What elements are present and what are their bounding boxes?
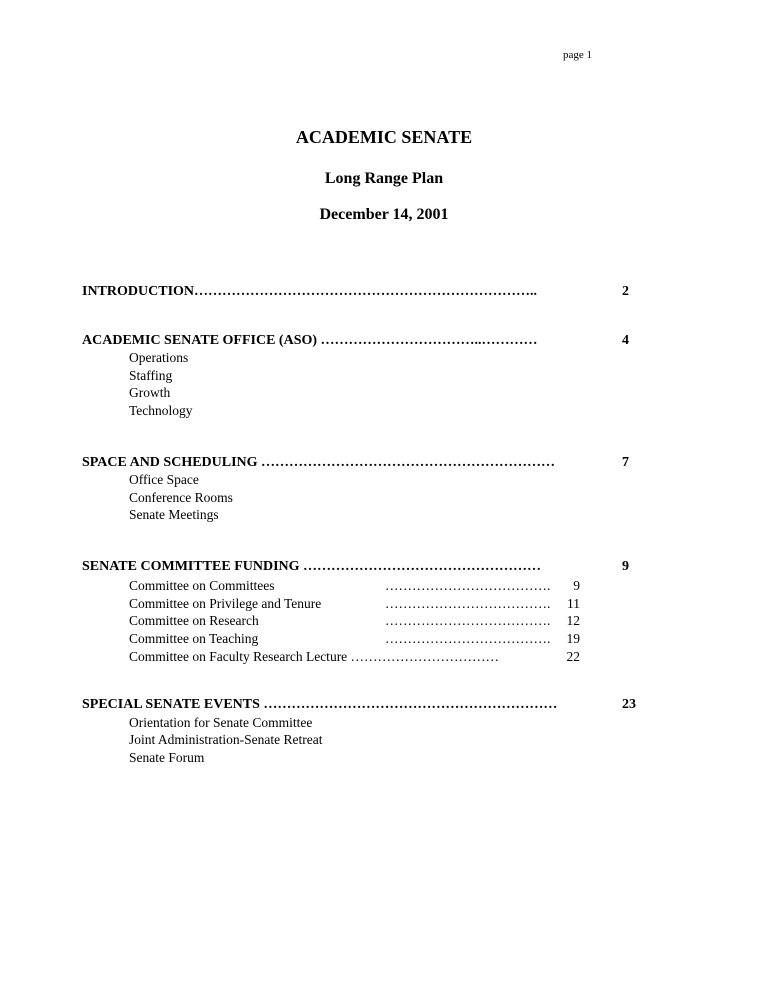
toc-funding-page: 9 (622, 559, 629, 574)
document-subtitle: Long Range Plan (324, 170, 444, 187)
toc-aso-page: 4 (622, 333, 629, 348)
toc-aso-item: Growth (129, 385, 171, 400)
toc-committee-name: Committee on Research (129, 613, 259, 628)
toc-funding-heading[interactable]: SENATE COMMITTEE FUNDING …………………………………………… (82, 559, 542, 574)
toc-space-item: Senate Meetings (129, 507, 219, 522)
toc-aso-item: Operations (129, 350, 189, 365)
toc-committee-leader: ………………………………. (385, 613, 551, 628)
toc-committee-leader: ………………………………. (385, 578, 551, 593)
toc-committee-page: 12 (566, 613, 580, 628)
toc-committee-leader: ………………………………. (385, 596, 551, 611)
toc-events-item: Joint Administration-Senate Retreat (129, 732, 323, 747)
toc-space-page: 7 (622, 455, 629, 470)
toc-aso-item: Staffing (129, 368, 173, 383)
toc-introduction-heading[interactable]: INTRODUCTION……………………………………………………………….. (82, 284, 538, 299)
toc-events-item: Senate Forum (129, 750, 205, 765)
toc-committee-name: Committee on Faculty Research Lecture …………………………… (129, 649, 500, 664)
toc-events-page: 23 (622, 697, 636, 712)
toc-committee-leader: ………………………………. (385, 631, 551, 646)
toc-committee-name: Committee on Privilege and Tenure (129, 596, 322, 611)
toc-space-heading[interactable]: SPACE AND SCHEDULING ……………………………………………………… (82, 455, 556, 470)
toc-committee-page: 22 (566, 649, 580, 664)
toc-events-heading[interactable]: SPECIAL SENATE EVENTS ……………………………………………………… (82, 697, 558, 712)
document-title: ACADEMIC SENATE (295, 127, 473, 147)
toc-space-item: Conference Rooms (129, 490, 233, 505)
toc-introduction-page: 2 (622, 284, 629, 299)
toc-space-item: Office Space (129, 472, 199, 487)
toc-aso-heading[interactable]: ACADEMIC SENATE OFFICE (ASO) ……………………………..………… (82, 333, 538, 348)
toc-committee-name: Committee on Committees (129, 578, 275, 593)
toc-committee-name: Committee on Teaching (129, 631, 259, 646)
toc-events-item: Orientation for Senate Committee (129, 715, 313, 730)
page-number: page 1 (563, 49, 593, 61)
document-date: December 14, 2001 (319, 206, 449, 223)
toc-committee-page: 19 (566, 631, 580, 646)
toc-aso-item: Technology (129, 403, 193, 418)
toc-committee-page: 9 (573, 578, 580, 593)
toc-committee-page: 11 (567, 596, 580, 611)
